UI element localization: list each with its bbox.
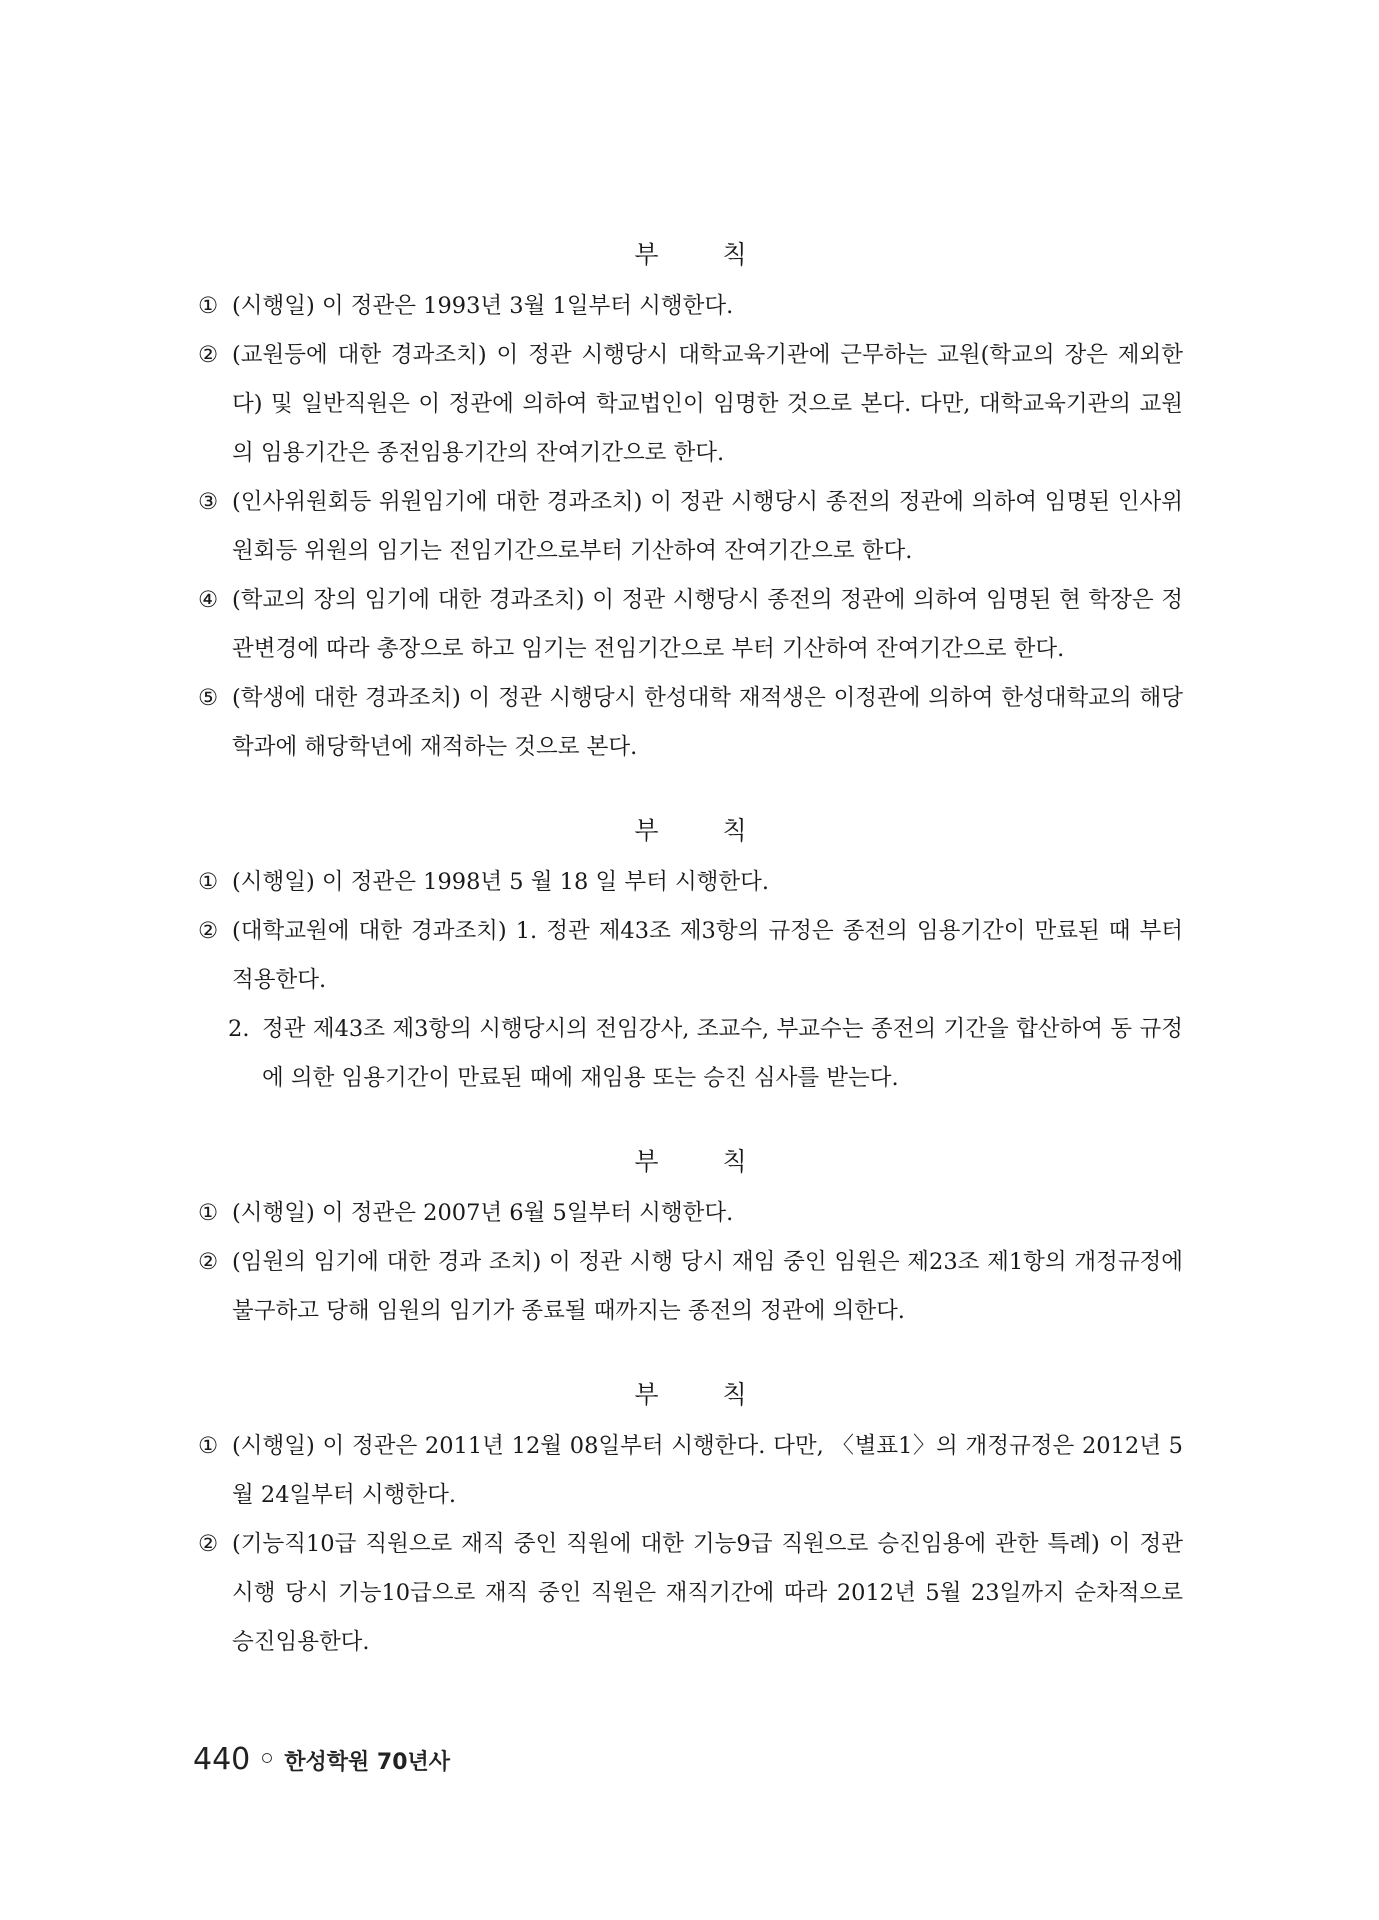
clause-number: ① [198, 293, 219, 319]
clause-number: ② [198, 1249, 219, 1275]
page-footer [193, 1742, 450, 1777]
clause [198, 282, 1183, 331]
bullet-separator-icon [262, 1753, 272, 1763]
clause-text: (시행일) 이 정관은 2011년 12월 08일부터 시행한다. 다만, 〈별표1〉의 개정규정은 2012년 5월 24일부터 시행한다. [232, 1433, 1183, 1508]
clause-text: (임원의 임기에 대한 경과 조치) 이 정관 시행 당시 재임 중인 임원은 제23조 제1항의 개정규정에 불구하고 당해 임원의 임기가 종료될 때까지는 종전의 정관에 의한다. [232, 1249, 1183, 1324]
clause-number: ① [198, 1200, 219, 1226]
sub-clause-text: 정관 제43조 제3항의 시행당시의 전임강사, 조교수, 부교수는 종전의 기간을 합산하여 동 규정에 의한 임용기간이 만료된 때에 재임용 또는 승진 심사를 받는다. [262, 1016, 1183, 1091]
sub-clause [228, 1005, 1183, 1103]
addendum-section-2 [198, 804, 1183, 1103]
clause [198, 576, 1183, 674]
addendum-section-1 [198, 228, 1183, 772]
clause-text: (시행일) 이 정관은 1993년 3월 1일부터 시행한다. [232, 293, 734, 319]
clause [198, 331, 1183, 478]
addendum-section-4 [198, 1368, 1183, 1667]
clause [198, 674, 1183, 772]
addendum-section-3 [198, 1135, 1183, 1336]
clause-number: ① [198, 869, 219, 895]
document-body [198, 228, 1183, 1667]
clause-number: ④ [198, 587, 219, 613]
clause-text: (기능직10급 직원으로 재직 중인 직원에 대한 기능9급 직원으로 승진임용에 관한 특례) 이 정관 시행 당시 기능10급으로 재직 중인 직원은 재직기간에 따라 2012년 5월 23일까지 순차적으로 승진임용한다. [232, 1531, 1183, 1655]
clause [198, 1189, 1183, 1238]
section-heading: 부 칙 [634, 240, 775, 269]
clause-number: ② [198, 342, 219, 368]
clause-number: ② [198, 918, 219, 944]
clause-text: (대학교원에 대한 경과조치) 1. 정관 제43조 제3항의 규정은 종전의 임용기간이 만료된 때 부터 적용한다. [232, 918, 1183, 993]
clause-number: ③ [198, 489, 219, 515]
section-heading: 부 칙 [634, 1380, 775, 1409]
book-title: 한성학원 70년사 [284, 1750, 451, 1775]
sub-clause-number: 2. [228, 1016, 250, 1042]
clause-text: (학교의 장의 임기에 대한 경과조치) 이 정관 시행당시 종전의 정관에 의하여 임명된 현 학장은 정관변경에 따라 총장으로 하고 임기는 전임기간으로 부터 기산하여 잔여기간으로 한다. [232, 587, 1183, 662]
clause [198, 1238, 1183, 1336]
clause-number: ① [198, 1433, 219, 1459]
clause [198, 1520, 1183, 1667]
clause-number: ② [198, 1531, 219, 1557]
section-heading: 부 칙 [634, 1147, 775, 1176]
clause-number: ⑤ [198, 685, 219, 711]
clause-text: (교원등에 대한 경과조치) 이 정관 시행당시 대학교육기관에 근무하는 교원(학교의 장은 제외한다) 및 일반직원은 이 정관에 의하여 학교법인이 임명한 것으로 본다. 다만, 대학교육기관의 교원의 임용기간은 종전임용기간의 잔여기간으로 한다. [232, 342, 1183, 466]
clause [198, 478, 1183, 576]
clause-text: (시행일) 이 정관은 2007년 6월 5일부터 시행한다. [232, 1200, 734, 1226]
clause-text: (시행일) 이 정관은 1998년 5 월 18 일 부터 시행한다. [232, 869, 770, 895]
section-heading: 부 칙 [634, 816, 775, 845]
clause-text: (인사위원회등 위원임기에 대한 경과조치) 이 정관 시행당시 종전의 정관에 의하여 임명된 인사위원회등 위원의 임기는 전임기간으로부터 기산하여 잔여기간으로 한다. [232, 489, 1183, 564]
clause-text: (학생에 대한 경과조치) 이 정관 시행당시 한성대학 재적생은 이정관에 의하여 한성대학교의 해당학과에 해당학년에 재적하는 것으로 본다. [232, 685, 1183, 760]
clause [198, 907, 1183, 1005]
clause [198, 858, 1183, 907]
page-number: 440 [193, 1742, 251, 1777]
clause [198, 1422, 1183, 1520]
